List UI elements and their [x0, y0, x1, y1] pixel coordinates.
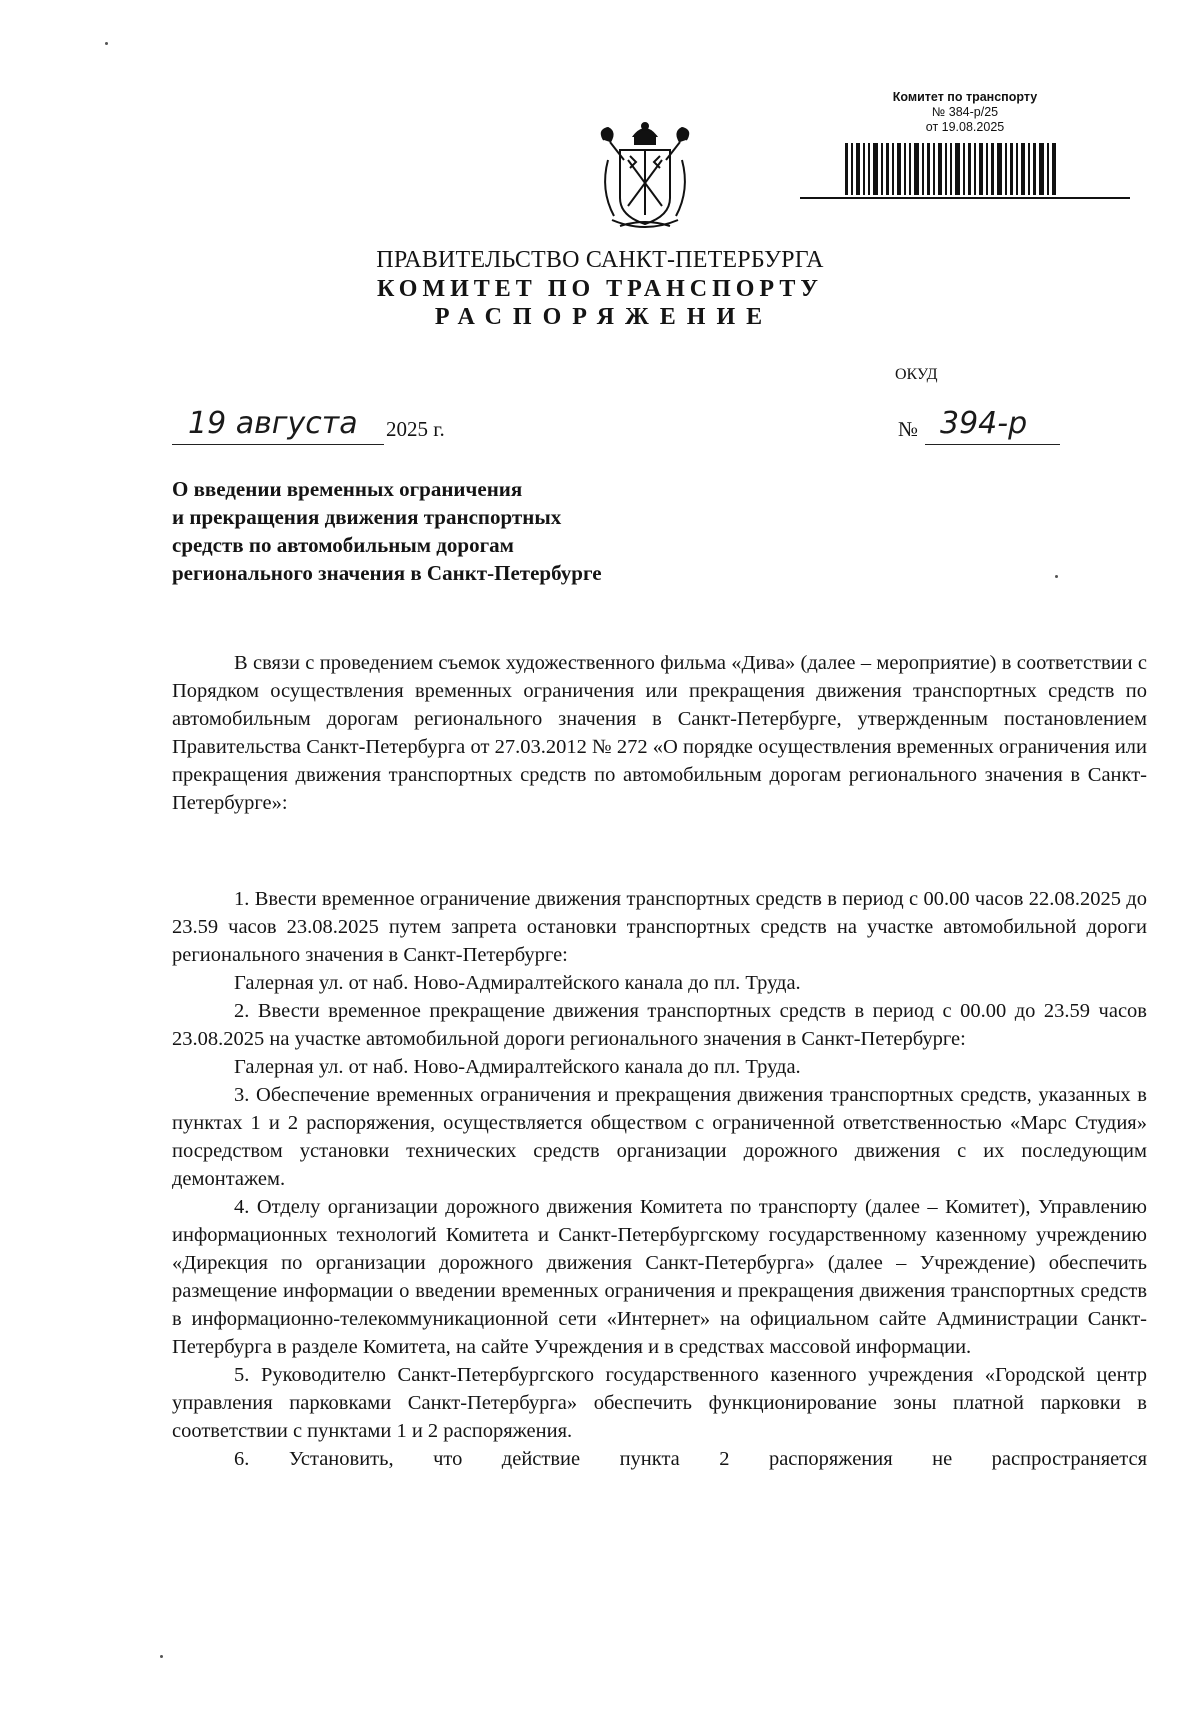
- title-line: и прекращения движения транспортных: [172, 505, 562, 529]
- preamble-block: [172, 649, 1147, 817]
- item-4: 4. Отделу организации дорожного движения Комитета по транспорту (далее – Комитет), Управлению информационных технологий Комитета и Санкт-Петербургскому государственному казенному учреждению «Дирекция по организации дорожного движения Санкт-Петербурга» (далее – Учреждение) обеспечить размещение информации о введении временных ограничения и прекращения движения транспортных средств в информационно-телекоммуникационной сети «Интернет» на официальном сайте Администрации Санкт-Петербурга в разделе Комитета, на сайте Учреждения и в средствах массовой информации.: [172, 1196, 1147, 1358]
- scan-speck: [105, 42, 108, 45]
- title-line: регионального значения в Санкт-Петербурге: [172, 561, 602, 585]
- barcode-underline: [800, 197, 1130, 199]
- handwritten-number: 394-р: [940, 406, 1028, 441]
- year-label: 2025 г.: [386, 417, 445, 441]
- item-2: 2. Ввести временное прекращение движения транспортных средств в период с 00.00 до 23.59 часов 23.08.2025 на участке автомобильной дороги регионального значения в Санкт-Петербурге:: [172, 1000, 1147, 1050]
- barcode-icon: [845, 143, 1060, 201]
- order-items: [172, 885, 1147, 1473]
- item-6: 6. Установить, что действие пункта 2 распоряжения не распространяется: [234, 1448, 1147, 1470]
- stamp-org: Комитет по транспорту: [892, 90, 1038, 104]
- item-5: 5. Руководителю Санкт-Петербургского государственного казенного учреждения «Городской центр управления парковками Санкт-Петербурга» обеспечить функционирование зоны платной парковки в соответствии с пунктами 1 и 2 распоряжения.: [172, 1364, 1147, 1442]
- stamp-number: № 384-р/25: [931, 105, 999, 119]
- registration-stamp: [815, 90, 1115, 135]
- document-title: [172, 475, 732, 587]
- scan-speck: [160, 1655, 163, 1658]
- title-line: О введении временных ограничения: [172, 477, 523, 501]
- item-3: 3. Обеспечение временных ограничения и прекращения движения транспортных средств, указанных в пунктах 1 и 2 распоряжения, осуществляется обществом с ограниченной ответственностью «Марс Студия» посредством установки технических средств организации дорожного движения с их последующим демонтажем.: [172, 1084, 1147, 1190]
- preamble-paragraph: В связи с проведением съемок художественного фильма «Дива» (далее – мероприятие) в соответствии с Порядком осуществления временных ограничения или прекращения движения транспортных средств по автомобильным дорогам регионального значения в Санкт-Петербурге, утвержденным постановлением Правительства Санкт-Петербурга от 27.03.2012 № 272 «О порядке осуществления временных ограничения или прекращения движения транспортных средств по автомобильным дорогам регионального значения в Санкт-Петербурге»:: [172, 652, 1147, 814]
- scan-speck: [1055, 575, 1058, 578]
- handwritten-date: 19 августа: [188, 406, 358, 441]
- item-1-street: Галерная ул. от наб. Ново-Адмиралтейского канала до пл. Труда.: [234, 972, 801, 994]
- coat-of-arms-icon: [590, 120, 700, 232]
- number-label: №: [898, 417, 919, 441]
- committee-heading: КОМИТЕТ ПО ТРАНСПОРТУ: [377, 276, 823, 302]
- stamp-date: от 19.08.2025: [925, 120, 1005, 134]
- document-type-heading: РАСПОРЯЖЕНИЕ: [434, 304, 774, 330]
- item-1: 1. Ввести временное ограничение движения транспортных средств в период с 00.00 часов 22.08.2025 до 23.59 часов 23.08.2025 путем запрета остановки транспортных средств на участке автомобильной дороги регионального значения в Санкт-Петербурге:: [172, 888, 1147, 966]
- okud-label: ОКУД: [895, 366, 938, 383]
- government-heading: ПРАВИТЕЛЬСТВО САНКТ-ПЕТЕРБУРГА: [376, 247, 824, 273]
- title-line: средств по автомобильным дорогам: [172, 533, 514, 557]
- item-2-street: Галерная ул. от наб. Ново-Адмиралтейского канала до пл. Труда.: [234, 1056, 801, 1078]
